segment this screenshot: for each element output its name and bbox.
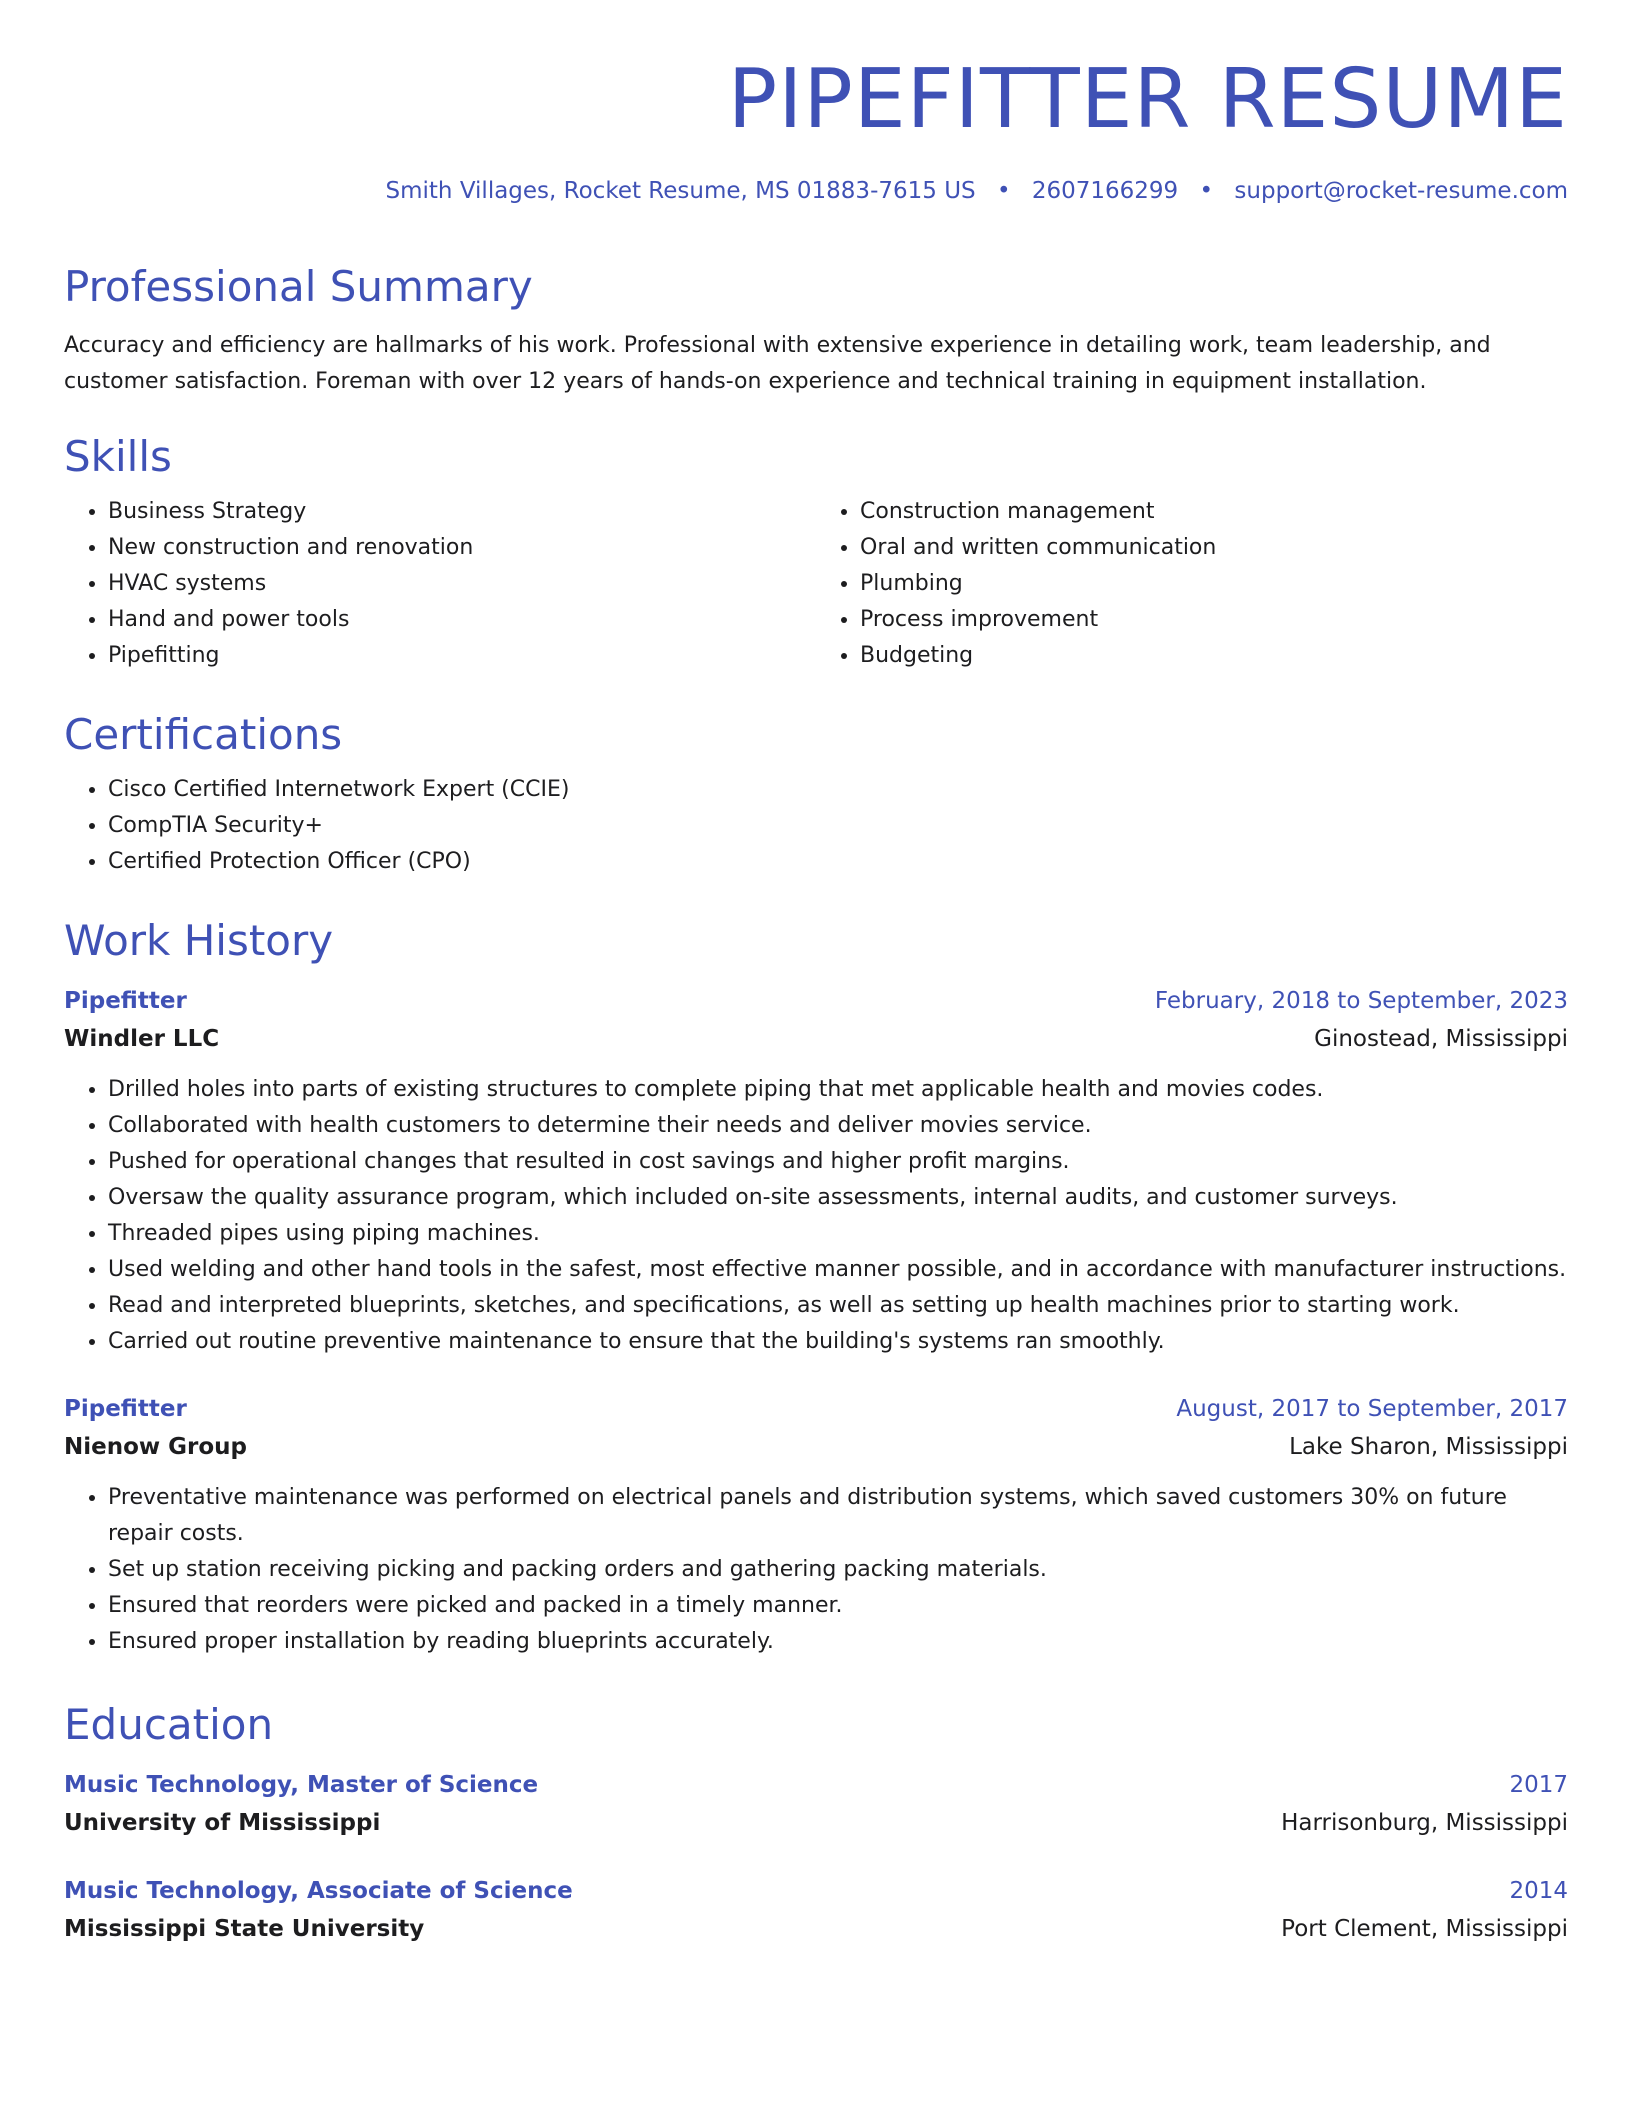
list-item: • Budgeting: [860, 638, 1568, 674]
contact-line: [386, 178, 1568, 204]
list-item: • Oral and written communication: [860, 530, 1568, 566]
job-location: Lake Sharon, Mississippi: [1289, 1434, 1568, 1460]
education-school: Mississippi State University: [64, 1916, 425, 1942]
job-role: Pipefitter: [64, 1396, 187, 1422]
list-item: • New construction and renovation: [108, 530, 816, 566]
contact-phone: 2607166299: [1031, 178, 1179, 204]
education-location: Harrisonburg, Mississippi: [1281, 1810, 1568, 1836]
skills-list-right: [816, 494, 1568, 674]
summary-text: Accuracy and efficiency are hallmarks of his work. Professional with extensive experience in detailing work, team leadership, and customer satisfaction. Foreman with over 12 years of hands-on experience and technical training in equipment installation.: [64, 333, 1491, 394]
education-location: Port Clement, Mississippi: [1281, 1916, 1568, 1942]
job-subheader: [64, 1020, 1568, 1058]
list-item: • Process improvement: [860, 602, 1568, 638]
education-year: 2014: [1509, 1878, 1568, 1904]
education-year: 2017: [1509, 1772, 1568, 1798]
list-item: • HVAC systems: [108, 566, 816, 602]
contact-email[interactable]: support@rocket-resume.com: [1234, 178, 1568, 204]
education-degree: Music Technology, Master of Science: [64, 1772, 539, 1798]
education-header: [64, 1766, 1568, 1804]
list-item: • Plumbing: [860, 566, 1568, 602]
skills-section: [64, 432, 1568, 674]
list-item: • Ensured that reorders were picked and packed in a timely manner.: [108, 1588, 1568, 1624]
contact-address: Smith Villages, Rocket Resume, MS 01883-7615 US: [385, 178, 976, 204]
list-item: • Preventative maintenance was performed on electrical panels and distribution systems, which saved customers 30% on future repair costs.: [108, 1480, 1568, 1552]
contact-separator: •: [1199, 178, 1214, 204]
education-degree: Music Technology, Associate of Science: [64, 1878, 573, 1904]
list-item: • Set up station receiving picking and packing orders and gathering packing materials.: [108, 1552, 1568, 1588]
certifications-list: [64, 772, 1568, 880]
list-item: • Collaborated with health customers to determine their needs and deliver movies service.: [108, 1108, 1568, 1144]
list-item: • Hand and power tools: [108, 602, 816, 638]
contact-separator: •: [996, 178, 1011, 204]
resume-title: PIPEFITTER RESUME: [727, 52, 1568, 147]
job-header: [64, 982, 1568, 1020]
list-item: • Pushed for operational changes that resulted in cost savings and higher profit margins.: [108, 1144, 1568, 1180]
list-item: • Read and interpreted blueprints, sketches, and specifications, as well as setting up health machines prior to starting work.: [108, 1288, 1568, 1324]
education-entry: [64, 1766, 1568, 1842]
job-company: Windler LLC: [64, 1026, 220, 1052]
list-item: • Used welding and other hand tools in the safest, most effective manner possible, and in accordance with manufacturer instructions.: [108, 1252, 1568, 1288]
job-dates: February, 2018 to September, 2023: [1154, 988, 1568, 1014]
work-history-section: [64, 916, 1568, 1660]
education-entry: [64, 1872, 1568, 1948]
certifications-section: [64, 710, 1568, 880]
education-section: [64, 1700, 1568, 1948]
list-item: • Construction management: [860, 494, 1568, 530]
education-header: [64, 1872, 1568, 1910]
education-school: University of Mississippi: [64, 1810, 381, 1836]
education-subheader: [64, 1804, 1568, 1842]
education-subheader: [64, 1910, 1568, 1948]
job-entry: [64, 982, 1568, 1360]
list-item: • Oversaw the quality assurance program, which included on-site assessments, internal audits, and customer surveys.: [108, 1180, 1568, 1216]
list-item: • Ensured proper installation by reading blueprints accurately.: [108, 1624, 1568, 1660]
job-entry: [64, 1390, 1568, 1660]
list-item: • Certified Protection Officer (CPO): [108, 844, 1568, 880]
job-location: Ginostead, Mississippi: [1314, 1026, 1568, 1052]
summary-section: [64, 262, 1568, 400]
list-item: • Drilled holes into parts of existing structures to complete piping that met applicable health and movies codes.: [108, 1072, 1568, 1108]
job-company: Nienow Group: [64, 1434, 248, 1460]
list-item: • Cisco Certified Internetwork Expert (CCIE): [108, 772, 1568, 808]
list-item: • Carried out routine preventive maintenance to ensure that the building's systems ran smoothly.: [108, 1324, 1568, 1360]
work-history-heading: Work History: [64, 916, 334, 965]
job-header: [64, 1390, 1568, 1428]
summary-heading: Professional Summary: [64, 262, 533, 311]
skills-heading: Skills: [64, 432, 172, 481]
job-dates: August, 2017 to September, 2017: [1176, 1396, 1568, 1422]
job-bullets: [64, 1072, 1568, 1360]
certifications-heading: Certifications: [64, 710, 343, 759]
list-item: • Business Strategy: [108, 494, 816, 530]
education-heading: Education: [64, 1700, 274, 1749]
list-item: • Threaded pipes using piping machines.: [108, 1216, 1568, 1252]
job-bullets: [64, 1480, 1568, 1660]
skills-list-left: [64, 494, 816, 674]
skills-columns: [64, 494, 1568, 674]
job-subheader: [64, 1428, 1568, 1466]
list-item: • CompTIA Security+: [108, 808, 1568, 844]
list-item: • Pipefitting: [108, 638, 816, 674]
job-role: Pipefitter: [64, 988, 187, 1014]
